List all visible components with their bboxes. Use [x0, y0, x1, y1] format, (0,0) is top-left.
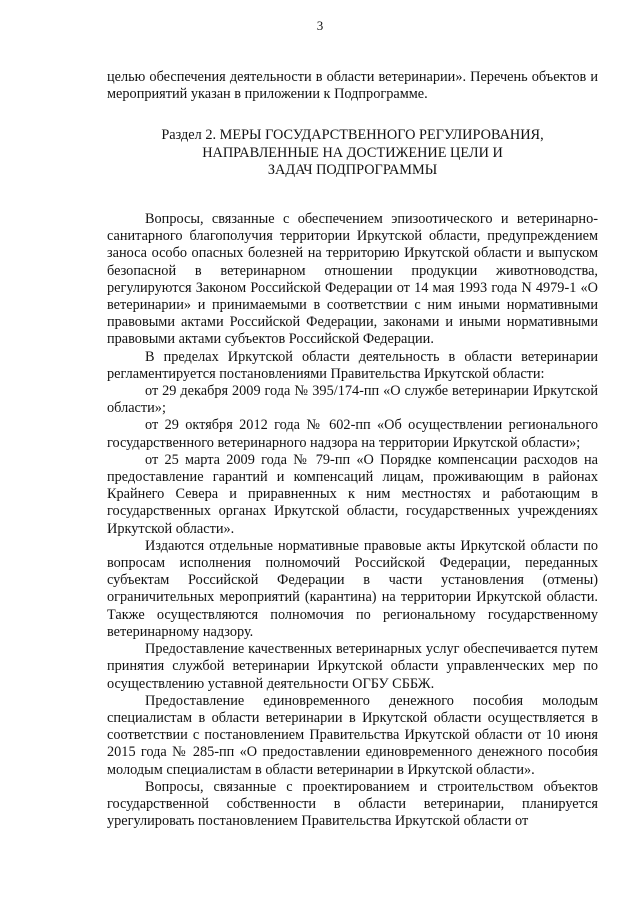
paragraph-separate-acts: Издаются отдельные нормативные правовые акты Иркутской области по вопросам исполнения полномочий Российской Федерации, переданных субъектам Российской Федерации в части установления (отмены) ограничительных мероприятий (карантина) на территории Иркутской области. Также осуществляются полномочия по региональному государственному ветеринарному надзору. — [107, 537, 598, 640]
paragraph-regional-regulation: В пределах Иркутской области деятельность в области ветеринарии регламентируется постановлениями Правительства Иркутской области: — [107, 348, 598, 382]
paragraph-decree-2009-395: от 29 декабря 2009 года № 395/174-пп «О службе ветеринарии Иркутской области»; — [107, 383, 598, 417]
intro-paragraph: целью обеспечения деятельности в области ветеринарии». Перечень объектов и мероприятий указан в приложении к Подпрограмме. — [107, 69, 598, 103]
document-body — [107, 69, 598, 830]
page-number: 3 — [316, 18, 324, 33]
section-heading-line-2: НАПРАВЛЕННЫЕ НА ДОСТИЖЕНИЕ ЦЕЛИ И — [202, 144, 503, 161]
paragraph-young-specialists: Предоставление единовременного денежного пособия молодым специалистам в области ветеринарии в Иркутской области осуществляется в соответствии с постановлением Правительства Иркутской области от 10 июня 2015 года № 285-пп «О предоставлении единовременного денежного пособия молодым специалистам в области ветеринарии в Иркутской области». — [107, 692, 598, 778]
section-heading-line-3: ЗАДАЧ ПОДПРОГРАММЫ — [267, 161, 438, 178]
paragraph-veterinary-services: Предоставление качественных ветеринарных услуг обеспечивается путем принятия службой ветеринарии Иркутской области управленческих мер по осуществлению уставной деятельности ОГБУ СББЖ. — [107, 641, 598, 692]
paragraph-decree-2009-79: от 25 марта 2009 года № 79-пп «О Порядке компенсации расходов на предоставление гарантий и компенсаций лицам, проживающим в районах Крайнего Севера и приравненных к ним местностях и работающим в государственных органах Иркутской области, государственных учреждениях Иркутской области». — [107, 451, 598, 537]
section-heading — [107, 127, 598, 179]
paragraph-construction: Вопросы, связанные с проектированием и строительством объектов государственной собственности в области ветеринарии, планируется урегулировать постановлением Правительства Иркутской области от — [107, 778, 598, 830]
paragraph-legal-basis: Вопросы, связанные с обеспечением эпизоотического и ветеринарно-санитарного благополучия территории Иркутской области, предупреждением заноса особо опасных болезней на территорию Иркутской области и выпуском безопасной в ветеринарном отношении продукции животноводства, регулируются Законом Российской Федерации от 14 мая 1993 года N 4979-1 «О ветеринарии» и принимаемыми в соответствии с ним иными нормативными правовыми актами Российской Федерации, законами и иными нормативными правовыми актами субъектов Российской Федерации. — [107, 211, 598, 348]
section-heading-line-1: Раздел 2. МЕРЫ ГОСУДАРСТВЕННОГО РЕГУЛИРОВАНИЯ, — [161, 127, 544, 144]
paragraph-decree-2012-602: от 29 октября 2012 года № 602-пп «Об осуществлении регионального государственного ветеринарного надзора на территории Иркутской области»; — [107, 417, 598, 451]
